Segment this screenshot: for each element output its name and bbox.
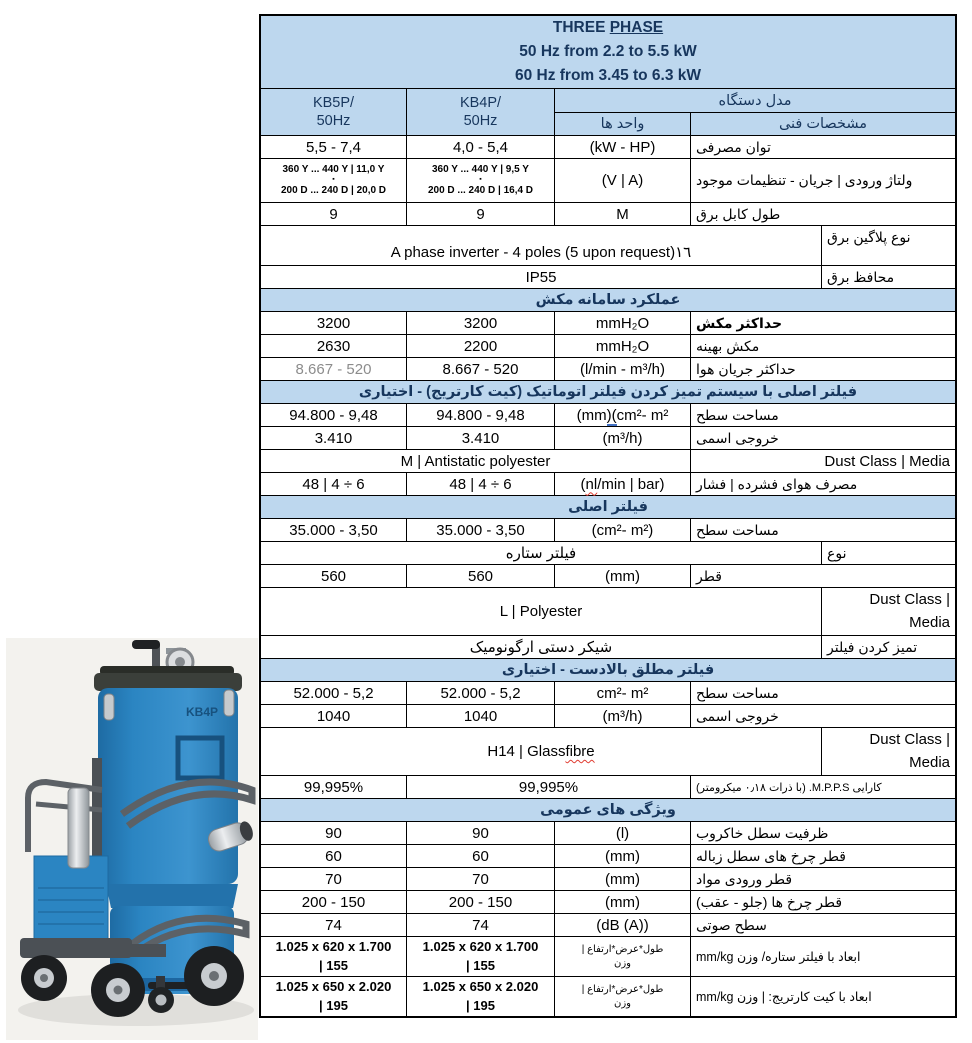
grammar-underline: )( <box>606 406 617 424</box>
spec-label: ولتاژ ورودی | جریان - تنظیمات موجود <box>690 159 955 202</box>
kb5p-value: 99,995% <box>303 778 364 796</box>
accessory-tube <box>68 788 89 868</box>
row-hepa-output <box>261 704 955 727</box>
spec-label: محافظ برق <box>821 266 955 288</box>
spec-label: ظرفیت سطل خاکروب <box>690 822 955 844</box>
col-header-model: مدل دستگاه <box>554 89 955 112</box>
title-line-3: 60 Hz from 3.45 to 6.3 kW <box>514 67 702 84</box>
plug-value: A phase inverter - 4 poles (5 upon request)١٦ <box>390 244 692 261</box>
row-wheel-diameter <box>261 890 955 913</box>
spec-label: طول کابل برق <box>690 203 955 225</box>
kb4p-value: 1.025 x 650 x 2.020 | 195 <box>406 977 554 1016</box>
row-filter-type <box>261 541 955 564</box>
unit-cell: (kW - HP) <box>554 136 690 158</box>
kb4p-value: 94.800 - 9,48 <box>406 404 554 426</box>
spec-label: قطر ورودی مواد <box>690 868 955 890</box>
product-photo <box>6 638 258 1040</box>
col-header-units: واحد ها <box>554 112 690 135</box>
row-cartridge-output <box>261 426 955 449</box>
row-hepa-surface <box>261 681 955 704</box>
kb5p-value: 360 Y ... 440 Y | 11,0 Y ▪ 200 D ... 240 D | 20,0 D <box>280 164 387 196</box>
kb4p-value: 90 <box>406 822 554 844</box>
kb5p-value: 8.667 - 520 <box>295 360 372 378</box>
spec-label: تمیز کردن فیلتر <box>821 636 955 658</box>
spec-label: مکش بهینه <box>690 335 955 357</box>
title-line-2: 50 Hz from 2.2 to 5.5 kW <box>519 43 697 60</box>
spec-table <box>259 14 957 1018</box>
lid-clamp-left <box>104 694 114 720</box>
row-cartridge-media <box>261 449 955 472</box>
col-header-kb4p: KB4P/ 50Hz <box>406 89 554 135</box>
row-bin-wheel-diameter <box>261 844 955 867</box>
spellcheck-underline: nl <box>585 475 598 493</box>
kb5p-value: 35.000 - 3,50 <box>289 521 378 539</box>
lid-clamp-right <box>224 690 234 716</box>
unit-cell: (mm) <box>554 868 690 890</box>
kb4p-value: 74 <box>406 914 554 936</box>
section-general-features: ویژگی های عمومی <box>261 798 955 821</box>
kb5p-value: 1.025 x 620 x 1.700 | 155 <box>275 939 392 973</box>
kb4p-value: 2200 <box>406 335 554 357</box>
spec-label: Dust Class | Media <box>821 728 955 775</box>
spec-label: قطر چرخ ها (جلو - عقب) <box>690 891 955 913</box>
kb5p-value: 560 <box>320 567 347 585</box>
section-main-filter-auto: فیلتر اصلی با سیستم تمیز کردن فیلتر اتوماتیک (کیت کارتریج) - اختیاری <box>261 380 955 403</box>
kb5p-value: 94.800 - 9,48 <box>289 406 378 424</box>
spec-label: مساحت سطح <box>690 682 955 704</box>
row-filter-cleaning <box>261 635 955 658</box>
model-label-on-drum: KB4P <box>185 705 219 719</box>
row-optimal-suction <box>261 334 955 357</box>
row-dimensions-cartridge-kit <box>261 976 955 1016</box>
unit-cell: (mm) <box>554 891 690 913</box>
kb4p-value: 560 <box>406 565 554 587</box>
kb5p-value: 200 - 150 <box>301 893 366 911</box>
section-main-filter: فیلتر اصلی <box>261 495 955 518</box>
col-header-kb5p: KB5P/ 50Hz <box>312 94 355 129</box>
column-headers <box>261 88 955 135</box>
kb4p-value: 35.000 - 3,50 <box>406 519 554 541</box>
kb5p-value: 1.025 x 650 x 2.020 | 195 <box>275 979 392 1013</box>
spec-label: کارایی M.P.P.S. (با ذرات ۰٫۱۸ میکرومتر) <box>690 776 955 798</box>
kb5p-value: 74 <box>325 916 342 934</box>
spec-label: خروجی اسمی <box>690 427 955 449</box>
spec-label: Dust Class | Media <box>690 450 955 472</box>
row-mpps-efficiency <box>261 775 955 798</box>
kb5p-value: 5,5 - 7,4 <box>305 138 362 156</box>
unit-cell: (l/min - m³/h) <box>554 358 690 380</box>
media-value: M | Antistatic polyester <box>400 452 551 470</box>
row-main-media <box>261 587 955 635</box>
unit-cell: طول*عرض*ارتفاع | وزن <box>554 977 690 1016</box>
row-hepa-media <box>261 727 955 775</box>
spec-label: ابعاد با فیلتر ستاره/ وزن mm/kg <box>690 937 955 976</box>
kb4p-value: 60 <box>406 845 554 867</box>
row-compressed-air <box>261 472 955 495</box>
row-cartridge-surface <box>261 403 955 426</box>
unit-cell: (m³/h) <box>554 705 690 727</box>
section-hepa-filter: فیلتر مطلق بالادست - اختیاری <box>261 658 955 681</box>
unit-cell: (cm²- m²) <box>554 519 690 541</box>
spec-label: مساحت سطح <box>690 404 955 426</box>
unit-cell: (m³/h) <box>554 427 690 449</box>
kb4p-value: 4,0 - 5,4 <box>406 136 554 158</box>
kb4p-value: 99,995% <box>406 776 690 798</box>
kb4p-value: 70 <box>406 868 554 890</box>
cleaning-value: شیکر دستی ارگونومیک <box>469 639 613 656</box>
unit-cell: mmH₂O <box>554 312 690 334</box>
row-dimensions-star-filter <box>261 936 955 976</box>
row-protection <box>261 265 955 288</box>
row-power <box>261 135 955 158</box>
spec-label: مساحت سطح <box>690 519 955 541</box>
unit-cell: M <box>554 203 690 225</box>
row-max-suction <box>261 311 955 334</box>
kb5p-value: 90 <box>325 824 342 842</box>
spec-label: توان مصرفی <box>690 136 955 158</box>
row-inlet-diameter <box>261 867 955 890</box>
kb5p-value: 2630 <box>316 337 351 355</box>
row-bin-capacity <box>261 821 955 844</box>
kb4p-value: 3.410 <box>406 427 554 449</box>
col-header-specs: مشخصات فنی <box>690 112 955 135</box>
spec-label: قطر <box>690 565 955 587</box>
kb4p-value: 9 <box>406 203 554 225</box>
kb4p-value: 200 - 150 <box>406 891 554 913</box>
kb4p-value: 3200 <box>406 312 554 334</box>
spec-label: ابعاد با کیت کارتریج: | وزن mm/kg <box>690 977 955 1016</box>
row-noise-level <box>261 913 955 936</box>
media-value: L | Polyester <box>499 603 583 620</box>
unit-cell: (mm )( cm²- m² <box>554 404 690 426</box>
unit-cell: (mm) <box>554 845 690 867</box>
title-three: THREE <box>552 19 610 36</box>
row-voltage <box>261 158 955 202</box>
unit-cell: (l) <box>554 822 690 844</box>
section-suction-performance: عملکرد سامانه مکش <box>261 288 955 311</box>
filter-type-value: فیلتر ستاره <box>505 545 577 562</box>
kb4p-value: 52.000 - 5,2 <box>406 682 554 704</box>
spec-label: Dust Class | Media <box>821 588 955 635</box>
unit-cell: طول*عرض*ارتفاع | وزن <box>554 937 690 976</box>
kb5p-value: 70 <box>325 870 342 888</box>
title-line-1 <box>553 16 663 40</box>
kb5p-value: 60 <box>325 847 342 865</box>
kb4p-value: 48 | 4 ÷ 6 <box>406 473 554 495</box>
spec-label: خروجی اسمی <box>690 705 955 727</box>
kb5p-value: 52.000 - 5,2 <box>293 684 374 702</box>
unit-cell: (dB (A)) <box>554 914 690 936</box>
row-plug-type <box>261 225 955 265</box>
kb4p-value: 1040 <box>406 705 554 727</box>
kb5p-value: 9 <box>329 205 338 223</box>
kb4p-value: 360 Y ... 440 Y | 9,5 Y ▪ 200 D ... 240 D | 16,4 D <box>406 159 554 202</box>
kb5p-value: 3200 <box>316 314 351 332</box>
unit-cell: (mm) <box>554 565 690 587</box>
unit-cell: cm²- m² <box>554 682 690 704</box>
spec-label: حداکثر جریان هوا <box>690 358 955 380</box>
media-value: H14 | Glass fibre <box>487 743 595 760</box>
kb4p-value: 8.667 - 520 <box>406 358 554 380</box>
kb5p-value: 3.410 <box>314 429 353 447</box>
spec-label: نوع پلاگین برق <box>821 226 955 265</box>
spec-label: قطر چرخ های سطل زباله <box>690 845 955 867</box>
drum-lid <box>94 666 242 691</box>
unit-cell: mmH₂O <box>554 335 690 357</box>
spec-label: نوع <box>821 542 955 564</box>
kb5p-value: 1040 <box>316 707 351 725</box>
table-title <box>261 16 955 88</box>
row-main-surface <box>261 518 955 541</box>
spellcheck-underline: fibre <box>565 743 595 760</box>
kb5p-value: 48 | 4 ÷ 6 <box>302 475 365 493</box>
spec-label: حداکثر مکش <box>690 312 955 334</box>
unit-cell: (V | A) <box>554 159 690 202</box>
spec-label: سطح صوتی <box>690 914 955 936</box>
protection-value: IP55 <box>525 268 557 286</box>
unit-cell: ( nl /min | bar) <box>554 473 690 495</box>
row-filter-diameter <box>261 564 955 587</box>
kb4p-value: 1.025 x 620 x 1.700 | 155 <box>406 937 554 976</box>
row-max-airflow <box>261 357 955 380</box>
spec-label: مصرف هوای فشرده | فشار <box>690 473 955 495</box>
title-phase: PHASE <box>609 19 664 36</box>
row-cable-length <box>261 202 955 225</box>
